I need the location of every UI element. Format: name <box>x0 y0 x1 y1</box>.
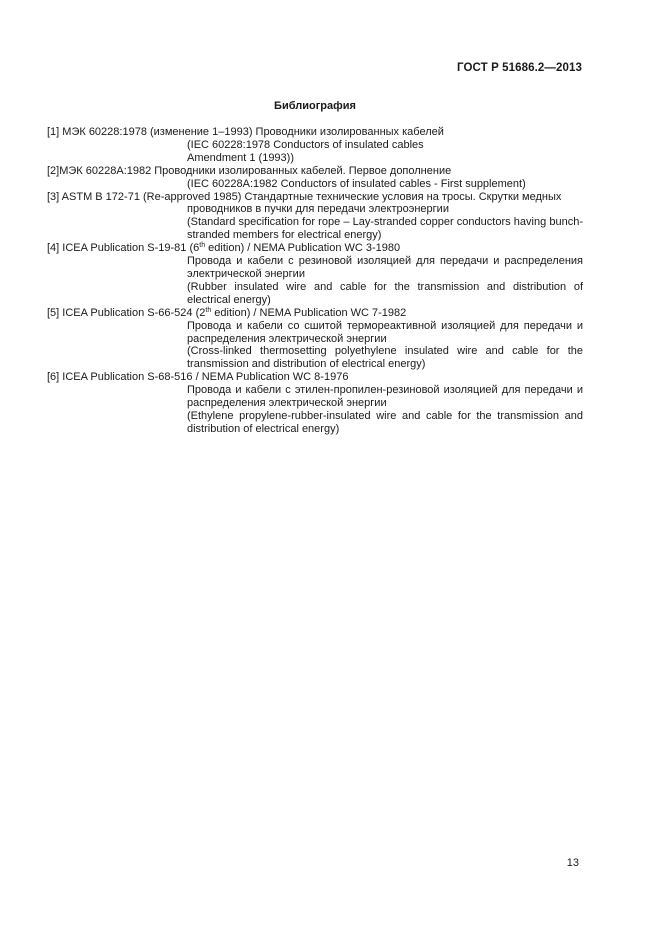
bibliography-entry-2 <box>47 165 583 191</box>
entry-line: Amendment 1 (1993)) <box>187 151 294 164</box>
entry-description <box>187 139 583 165</box>
entry-heading: [2]МЭК 60228А:1982 Проводники изолированных кабелей. Первое дополнение <box>47 164 452 177</box>
entry-description <box>187 178 583 191</box>
bibliography-entry-3 <box>47 191 583 243</box>
entry-heading-text: edition) / NEMA Publication WC 7-1982 <box>211 306 407 319</box>
page-number: 13 <box>566 857 579 869</box>
bibliography-entry-1 <box>47 126 583 165</box>
entry-line: проводников в пучки для передачи электроэнергии <box>187 203 449 216</box>
entry-description <box>187 384 583 436</box>
entry-line: (IEC 60228A:1982 Conductors of insulated cables - First supplement) <box>187 177 526 190</box>
edition-superscript: th <box>199 242 206 250</box>
entry-heading <box>47 242 583 255</box>
bibliography-list <box>47 126 583 436</box>
bibliography-entry-5 <box>47 307 583 372</box>
entry-heading-text: [4] ICEA Publication S-19-81 (6 <box>47 242 200 255</box>
entry-heading: [6] ICEA Publication S-68-516 / NEMA Publication WC 8-1976 <box>47 371 349 384</box>
bibliography-entry-4 <box>47 242 583 307</box>
entry-line: (Standard specification for rope – Lay-stranded copper conductors having bunch-stranded members for electrical energy) <box>187 216 583 242</box>
entry-description <box>187 203 583 242</box>
entry-line: (Rubber insulated wire and cable for the transmission and distribution of electrical energy) <box>187 280 583 306</box>
page-title: Библиография <box>274 100 356 112</box>
entry-heading-text: [5] ICEA Publication S-66-524 (2 <box>47 306 206 319</box>
entry-line: Провода и кабели с резиновой изоляцией для передачи и распределения электрической энергии <box>187 255 583 280</box>
entry-heading: [1] МЭК 60228:1978 (изменение 1–1993) Проводники изолированных кабелей <box>47 126 444 138</box>
entry-line: Провода и кабели со сшитой термореактивной изоляцией для передачи и распределения электрической энергии <box>187 319 583 345</box>
standard-code-header: ГОСТ Р 51686.2—2013 <box>457 62 582 74</box>
entry-heading: [3] ASTM B 172-71 (Re-approved 1985) Стандартные технические условия на тросы. Скрутки медных <box>47 190 562 203</box>
entry-description <box>187 255 583 307</box>
entry-line: (Cross-linked thermosetting polyethylene insulated wire and cable for the transmission and distribution of electrical energy) <box>187 345 583 371</box>
edition-superscript: th <box>205 306 212 314</box>
entry-heading <box>47 307 583 320</box>
entry-heading-text: edition) / NEMA Publication WC 3-1980 <box>205 242 401 255</box>
entry-line: (Ethylene propylene-rubber-insulated wire and cable for the transmission and distribution of electrical energy) <box>187 409 583 435</box>
entry-description <box>187 320 583 372</box>
entry-line: Провода и кабели с этилен-пропилен-резиновой изоляцией для передачи и распределения электрической энергии <box>187 384 583 410</box>
bibliography-entry-6 <box>47 371 583 436</box>
entry-line: (IEC 60228:1978 Conductors of insulated cables <box>187 138 424 151</box>
